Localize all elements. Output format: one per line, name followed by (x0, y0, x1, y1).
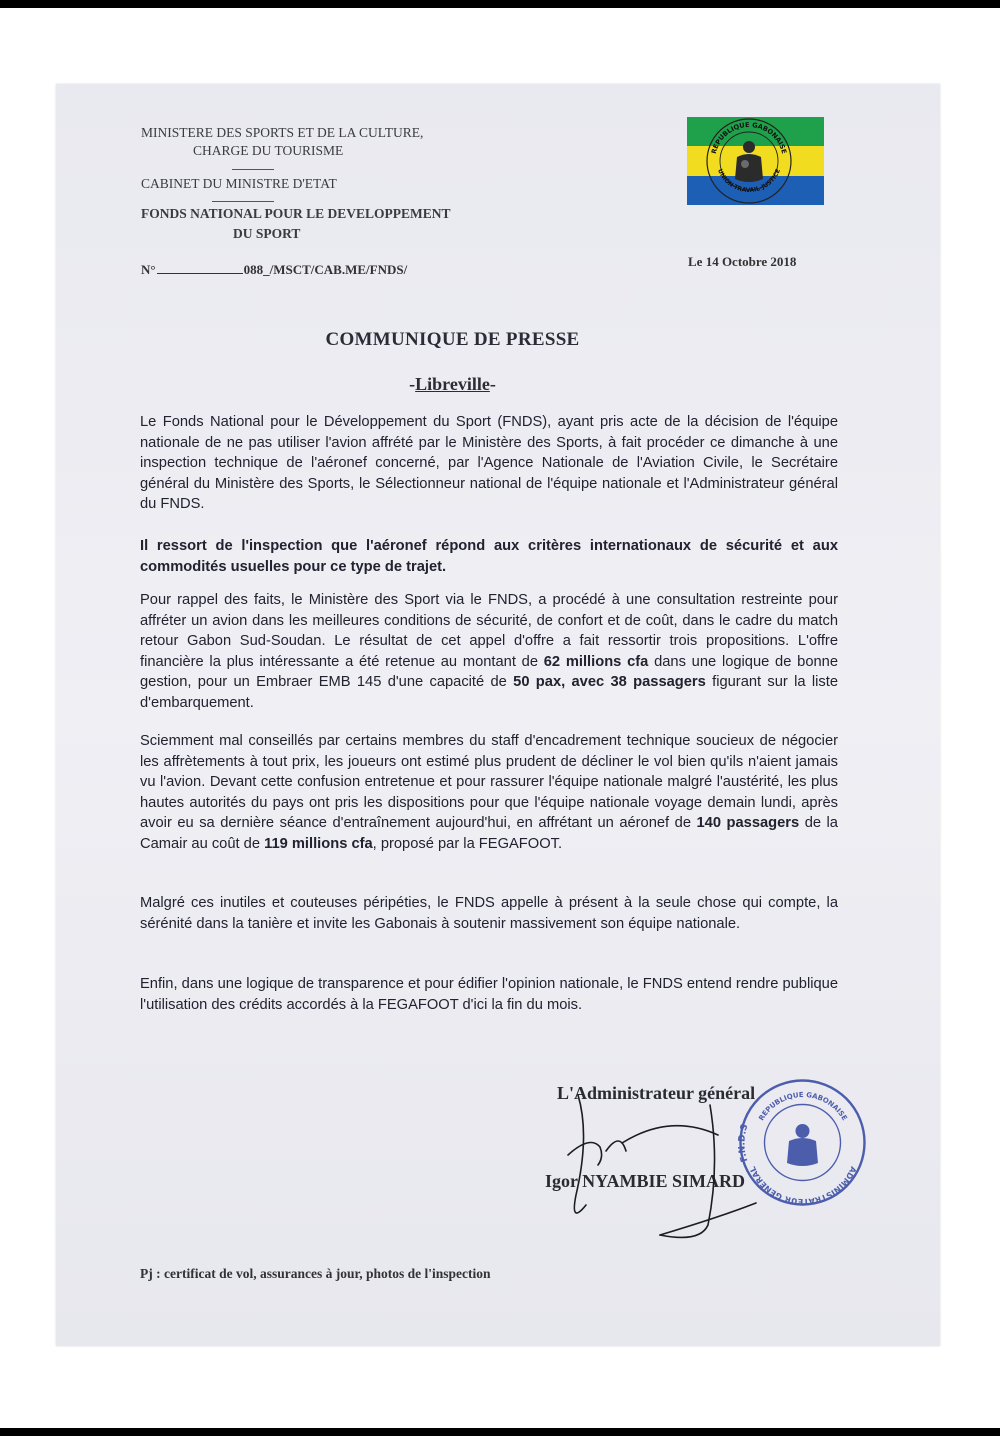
city-name: Libreville (415, 374, 490, 394)
p4-amount: 119 millions cfa (264, 835, 373, 852)
seal-top-text: REPUBLIQUE GABONAISE (709, 120, 789, 155)
svg-text:REPUBLIQUE GABONAISE (757, 1091, 848, 1122)
p3-text-3: figurant sur la liste d'embarquement. (140, 674, 838, 711)
maternity-figure-icon (735, 141, 763, 182)
attachments-note: Pj : certificat de vol, assurances à jour, photos de l'inspection (140, 1266, 491, 1281)
seal-bottom-text: UNION-TRAVAIL-JUSTICE (715, 167, 783, 195)
fund-line-2: DU SPORT (233, 226, 301, 241)
ministry-line-2: CHARGE DU TOURISME (193, 143, 344, 158)
reference-number (141, 262, 407, 278)
page-title: COMMUNIQUE DE PRESSE (325, 329, 580, 350)
paragraph-6: Enfin, dans une logique de transparence et pour édifier l'opinion nationale, le FNDS entend rendre publique l'utilisation des crédits accordés à la FEGAFOOT d'ici la fin du mois. (140, 976, 838, 1013)
top-border (0, 0, 1000, 8)
p3-text-2: dans une logique de bonne gestion, pour un Embraer EMB 145 d'une capacité de (140, 653, 838, 691)
stamp-bottom-text: ADMINISTRATEUR GENERAL (748, 1165, 858, 1207)
ministry-line-1: MINISTERE DES SPORTS ET DE LA CULTURE, (141, 125, 424, 140)
signatory-name: Igor NYAMBIE SIMARD (545, 1171, 746, 1191)
p4-text-3: , proposé par la FEGAFOOT. (372, 835, 563, 852)
handwritten-signature (560, 1085, 760, 1245)
p3-amount: 62 millions cfa (543, 653, 649, 670)
p3-capacity: 50 pax, avec 38 passagers (513, 674, 706, 691)
official-stamp (735, 1075, 870, 1210)
reference-blank-line (157, 273, 243, 274)
fund-line-1: FONDS NATIONAL POUR LE DEVELOPPEMENT (141, 206, 451, 221)
reference-prefix: N° (141, 262, 156, 277)
svg-text:ADMINISTRATEUR GENERAL (748, 1165, 858, 1206)
paragraph-5: Malgré ces inutiles et couteuses péripéties, le FNDS appelle à présent à la seule chose qui compte, la sérénité dans la tanière et invite les Gabonais à soutenir massivement son équipe nationale. (140, 895, 838, 932)
paragraph-1: Le Fonds National pour le Développement du Sport (FNDS), ayant pris acte de la décision de l'équipe nationale de ne pas utiliser l'avion affrété par le Ministère des Sports, à fait procéder ce dimanche à une inspection technique de l'aéronef concerné, par l'Agence Nationale de l'Aviation Civile, le Secrétaire général du Ministère des Sports, le Sélectionneur national de l'équipe nationale et l'Administrateur général du FNDS. (140, 414, 838, 513)
divider (212, 201, 274, 202)
document-date: Le 14 Octobre 2018 (688, 254, 797, 269)
p4-capacity: 140 passagers (696, 815, 800, 832)
divider (232, 169, 274, 170)
p3-text-1: Pour rappel des faits, le Ministère des Sport via le FNDS, a procédé à une consultation restreinte pour affréter un avion dans les meilleures conditions de sécurité, de confort et de coût, dans le cadre du match retour Gabon Sud-Soudan. Le résultat de cet appel d'offre a fait ressortir trois propositions. L'offre financière la plus intéressante a été retenue au montant de (140, 592, 838, 670)
p4-text-1: Sciemment mal conseillés par certains membres du staff d'encadrement technique soucieux de négocier les affrètements à tout prix, les joueurs ont estimé plus prudent de décliner le vol bien qu'ils n'aient jamais vu l'avion. Devant cette confusion entretenue et pour rassurer l'équipe nationale malgré l'austérité, les plus hautes autorités du pays ont pris les dispositions pour que l'équipe nationale voyage demain lundi, après avoir eu sa dernière séance d'entraînement aujourd'hui, en affrétant un aéronef de (140, 733, 838, 832)
city-line: -Libreville- (409, 374, 496, 394)
signatory-title: L'Administrateur général (557, 1083, 756, 1103)
cabinet-line: CABINET DU MINISTRE D'ETAT (141, 176, 337, 191)
stamp-side-text: F.N.D.S (737, 1123, 751, 1164)
svg-text:F.N.D.S (737, 1123, 750, 1163)
reference-code: 088_/MSCT/CAB.ME/FNDS/ (243, 262, 408, 277)
stamp-top-text: REPUBLIQUE GABONAISE (757, 1090, 849, 1123)
republic-seal-icon (705, 117, 793, 205)
p4-text-2: de la Camair au coût de (140, 815, 838, 852)
paragraph-3 (140, 590, 838, 714)
paragraph-4 (140, 731, 838, 855)
paragraph-2: Il ressort de l'inspection que l'aéronef répond aux critères internationaux de sécurité et aux commodités usuelles pour ce type de trajet. (140, 538, 838, 575)
bottom-border (0, 1428, 1000, 1436)
stamp-emblem-icon (787, 1124, 818, 1166)
